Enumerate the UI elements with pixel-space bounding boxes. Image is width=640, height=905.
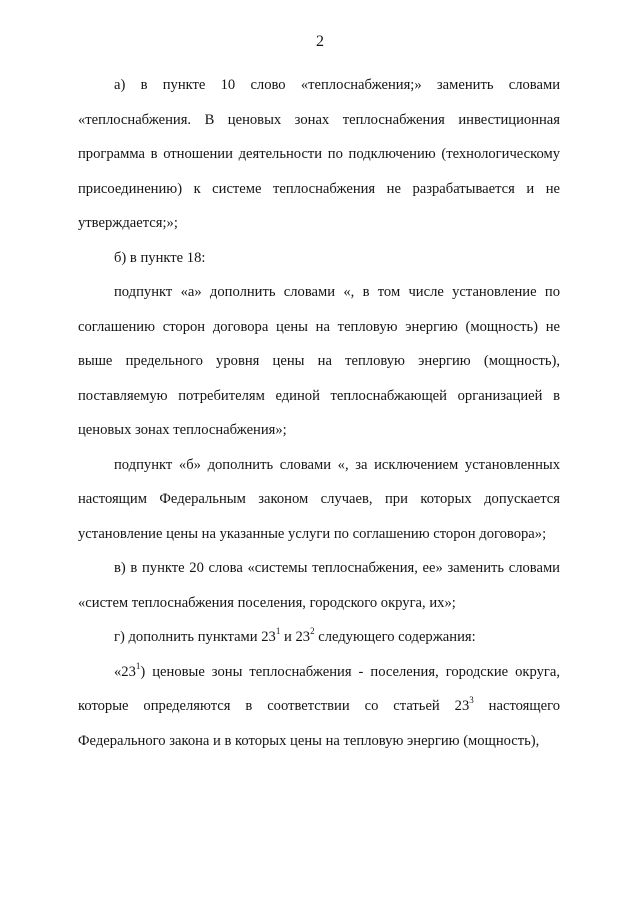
- paragraph-a: а) в пункте 10 слово «теплоснабжения;» заменить словами «теплоснабжения. В ценовых зонах теплоснабжения инвестиционная программа в отношении деятельности по подключению (технологическому присоединению) к системе теплоснабжения не разрабатывается и не утверждается;»;: [78, 77, 560, 231]
- page-number: 2: [316, 33, 324, 50]
- paragraph-g-text-1: г) дополнить пунктами 23: [114, 629, 276, 645]
- paragraph-23-1-text-1: «23: [114, 663, 136, 680]
- superscript: 1: [275, 626, 281, 637]
- superscript: 3: [469, 695, 474, 706]
- paragraph-g-text-3: следующего содержания:: [314, 629, 476, 645]
- paragraph-23-1-text-2: ) ценовые зоны теплоснабжения - поселения, городские округа, которые определяются в соответствии со статьей 23: [78, 663, 560, 714]
- paragraph-23-1-text-3: настоящего Федерального закона и в которых цены на тепловую энергию (мощность),: [78, 698, 561, 749]
- paragraph-b-subitem-b: подпункт «б» дополнить словами «, за исключением установленных настоящим Федеральным законом случаев, при которых допускается установление цены на указанные услуги по соглашению сторон договора»;: [78, 456, 560, 542]
- superscript: 2: [310, 626, 315, 637]
- paragraph-23-1: [78, 655, 560, 759]
- paragraph-g: [78, 620, 560, 655]
- paragraph-g-text-2: и 23: [280, 629, 311, 645]
- superscript: 1: [135, 660, 141, 671]
- paragraph-b-subitem-a: подпункт «а» дополнить словами «, в том числе установление по соглашению сторон договора цены на тепловую энергию (мощность) не выше предельного уровня цены на тепловую энергию (мощность), поставляемую потребителям единой теплоснабжающей организацией в ценовых зонах теплоснабжения»;: [78, 284, 560, 438]
- document-body: [78, 68, 560, 758]
- paragraph-b: б) в пункте 18:: [114, 249, 206, 266]
- paragraph-v: в) в пункте 20 слова «системы теплоснабжения, ее» заменить словами «систем теплоснабжения поселения, городского округа, их»;: [78, 560, 560, 611]
